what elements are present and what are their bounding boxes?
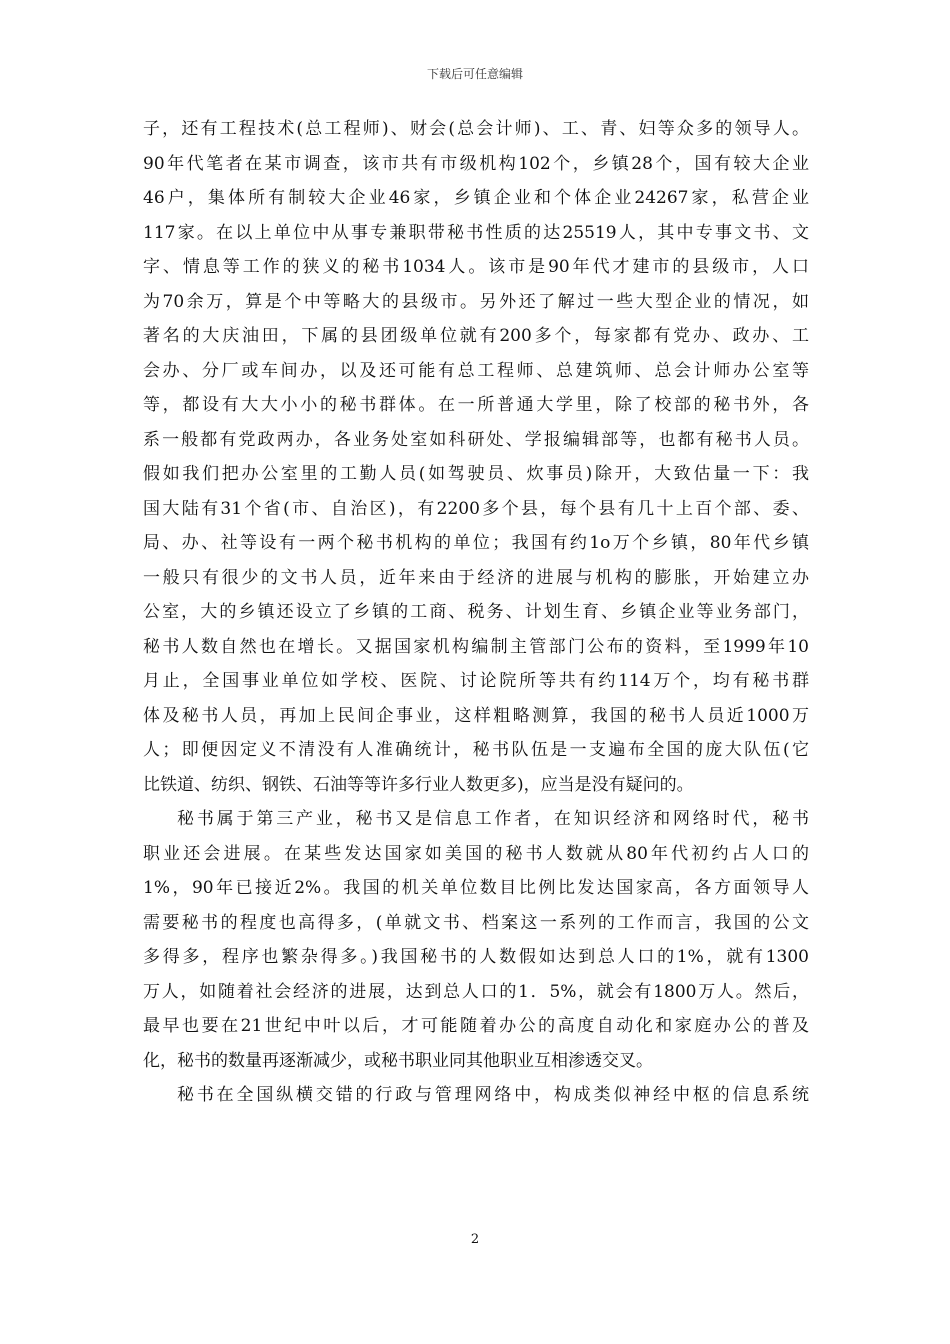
text-line: 秘书属于第三产业，秘书又是信息工作者，在知识经济和网络时代，秘书	[177, 809, 809, 829]
text-line: 秘书人数自然也在增长。又据国家机构编制主管部门公布的资料，至1999年10	[143, 636, 809, 657]
text-line: 系一般都有党政两办，各业务处室如科研处、学报编辑部等，也都有秘书人员。	[143, 429, 809, 450]
text-line: 化，秘书的数量再逐渐减少，或秘书职业同其他职业互相渗透交叉。	[143, 1050, 653, 1071]
text-line: 体及秘书人员，再加上民间企事业，这样粗略测算，我国的秘书人员近1000万	[143, 705, 809, 726]
body-text	[143, 112, 809, 1113]
text-line: 局、办、社等设有一两个秘书机构的单位；我国有约1o万个乡镇，80年代乡镇	[143, 533, 809, 553]
text-line: 国大陆有31个省(市、自治区)，有2200多个县，每个县有几十上百个部、委、	[143, 498, 809, 519]
text-line: 字、情息等工作的狭义的秘书1034人。该市是90年代才建市的县级市，人口	[143, 257, 809, 277]
text-line: 子，还有工程技术(总工程师)、财会(总会计师)、工、青、妇等众多的领导人。	[143, 119, 809, 139]
page-number: 2	[470, 1232, 480, 1247]
text-line: 会办、分厂或车间办，以及还可能有总工程师、总建筑师、总会计师办公室等	[143, 360, 809, 381]
text-line: 秘书在全国纵横交错的行政与管理网络中，构成类似神经中枢的信息系统	[177, 1085, 809, 1105]
text-line: 人；即便因定义不清没有人准确统计，秘书队伍是一支遍布全国的庞大队伍(它	[143, 740, 809, 760]
text-line: 46户，集体所有制较大企业46家，乡镇企业和个体企业24267家，私营企业	[143, 188, 809, 208]
text-line: 需要秘书的程度也高得多，(单就文书、档案这一系列的工作而言，我国的公文	[143, 912, 809, 933]
text-line: 月止，全国事业单位如学校、医院、讨论院所等共有约114万个，均有秘书群	[143, 671, 809, 691]
text-line: 比铁道、纺织、钢铁、石油等等许多行业人数更多)，应当是没有疑问的。	[143, 774, 694, 795]
text-line: 117家。在以上单位中从事专兼职带秘书性质的达25519人，其中专事文书、文	[143, 222, 809, 243]
text-line: 1%，90年已接近2%。我国的机关单位数目比例比发达国家高，各方面领导人	[143, 878, 809, 898]
text-line: 为70余万，算是个中等略大的县级市。另外还了解过一些大型企业的情况，如	[143, 291, 809, 312]
text-line: 等，都设有大大小小的秘书群体。在一所普通大学里，除了校部的秘书外，各	[143, 395, 809, 415]
text-line: 多得多，程序也繁杂得多。)我国秘书的人数假如达到总人口的1%，就有1300	[143, 947, 809, 967]
text-line: 著名的大庆油田，下属的县团级单位就有200多个，每家都有党办、政办、工	[143, 326, 809, 346]
text-line: 公室，大的乡镇还设立了乡镇的工商、税务、计划生育、乡镇企业等业务部门，	[143, 602, 809, 622]
text-line: 最早也要在21世纪中叶以后，才可能随着办公的高度自动化和家庭办公的普及	[143, 1016, 809, 1036]
page-header: 下载后可任意编辑	[426, 67, 523, 81]
text-line: 万人，如随着社会经济的进展，达到总人口的1．5%，就会有1800万人。然后，	[143, 981, 809, 1002]
text-line: 一般只有很少的文书人员，近年来由于经济的进展与机构的膨胀，开始建立办	[143, 567, 809, 588]
text-line: 职业还会进展。在某些发达国家如美国的秘书人数就从80年代初约占人口的	[143, 843, 809, 864]
text-line: 90年代笔者在某市调查，该市共有市级机构102个，乡镇28个，国有较大企业	[143, 153, 809, 174]
text-line: 假如我们把办公室里的工勤人员(如驾驶员、炊事员)除开，大致估量一下：我	[143, 464, 809, 484]
